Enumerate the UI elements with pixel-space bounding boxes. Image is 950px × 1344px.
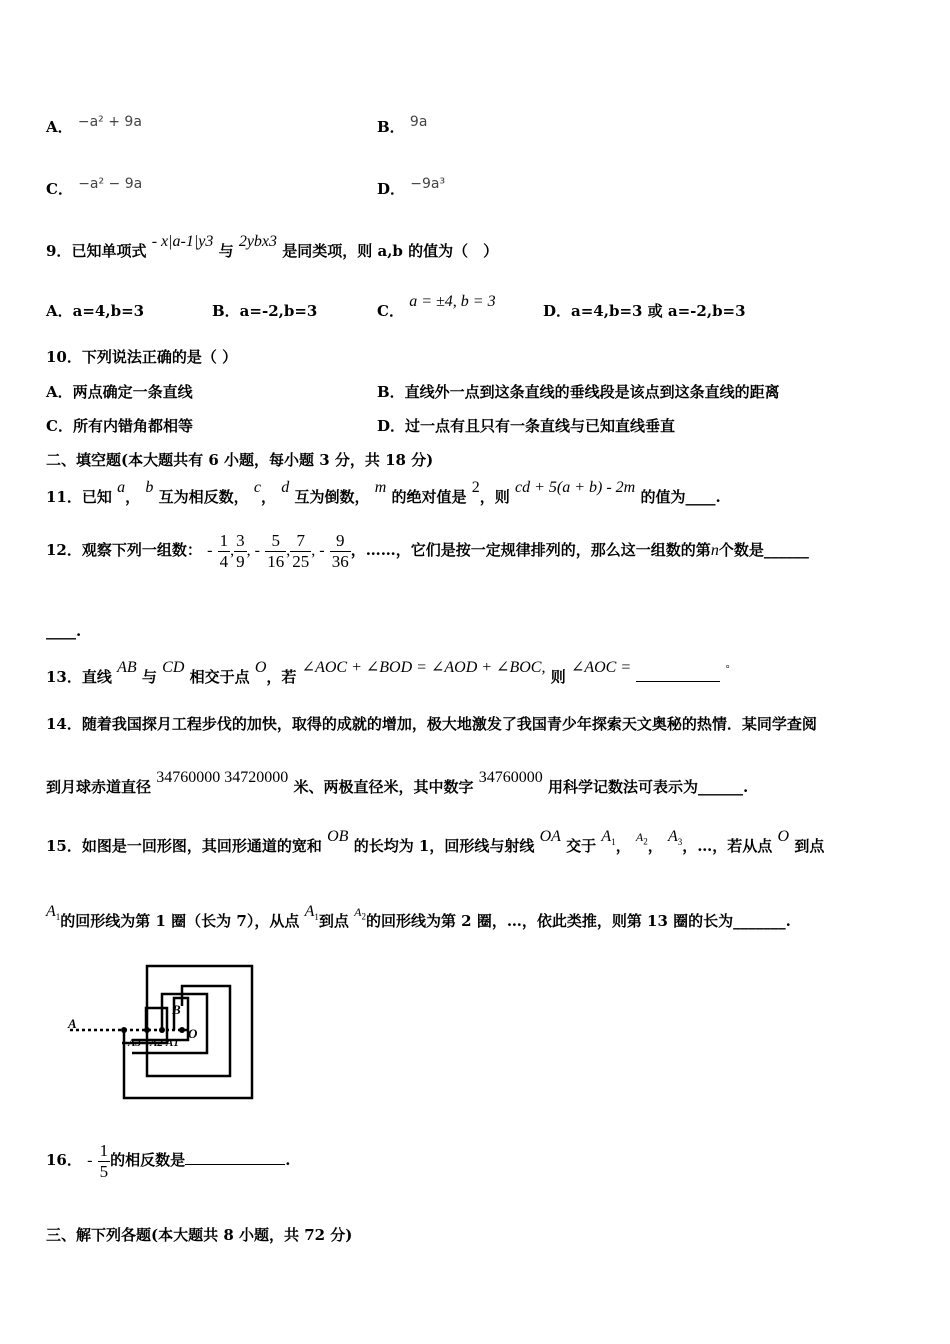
question-text: 米、两极直径米，其中数字 bbox=[293, 778, 474, 796]
point-subscript: 1 bbox=[55, 912, 61, 923]
point-dot bbox=[159, 1027, 165, 1033]
point-letter: A bbox=[354, 905, 362, 919]
question-text: 的回形线为第 1 圈（长为 7），从点 bbox=[60, 912, 300, 930]
question-9 bbox=[46, 233, 499, 261]
question-text: 互为相反数， bbox=[158, 488, 249, 506]
fraction-2 bbox=[234, 531, 247, 572]
option-label: C． bbox=[46, 180, 73, 198]
number-two: 2 bbox=[471, 479, 480, 496]
comma: , - bbox=[246, 542, 260, 559]
question-number: 16． bbox=[46, 1151, 82, 1169]
question-text: 到点 bbox=[794, 837, 825, 855]
comma: , - bbox=[311, 542, 325, 559]
q10-option-d: D．过一点有且只有一条直线与已知直线垂直 bbox=[377, 417, 676, 435]
label-b: B bbox=[172, 1002, 181, 1017]
point-subscript: 2 bbox=[361, 911, 366, 922]
question-10: 10．下列说法正确的是（ ） bbox=[46, 348, 238, 366]
option-label: A． bbox=[46, 118, 73, 136]
segment-ob: OB bbox=[327, 828, 349, 845]
denominator: 25 bbox=[292, 551, 310, 571]
question-text: ，若 bbox=[266, 668, 297, 686]
option-expression: −9a³ bbox=[410, 176, 446, 192]
question-14-line-1: 14．随着我国探月工程步伐的加快，取得的成就的增加，极大地激发了我国青少年探索天文奥秘的热情．某同学查阅 bbox=[46, 715, 817, 733]
label-o: O bbox=[188, 1026, 198, 1041]
point-o: O bbox=[777, 828, 790, 845]
numerator: 9 bbox=[330, 531, 351, 552]
question-15-line-2 bbox=[46, 903, 791, 932]
question-text: 13．直线 bbox=[46, 668, 112, 686]
question-text: 11．已知 bbox=[46, 488, 112, 506]
fraction bbox=[98, 1141, 111, 1182]
question-12 bbox=[46, 530, 809, 572]
numerator: 3 bbox=[236, 530, 245, 550]
question-text: 15．如图是一回形图，其回形通道的宽和 bbox=[46, 837, 322, 855]
question-text: 已知单项式 bbox=[71, 242, 147, 260]
q9-option-a: A．a=4,b=3 bbox=[46, 302, 145, 320]
line-cd: CD bbox=[162, 659, 185, 676]
point-dot bbox=[121, 1027, 127, 1033]
line-ab: AB bbox=[117, 659, 137, 676]
spiral-figure bbox=[62, 958, 262, 1108]
question-text: 是同类项，则 a,b 的值为（ ） bbox=[282, 242, 499, 260]
comma: , bbox=[286, 542, 291, 559]
fraction-3 bbox=[265, 531, 286, 572]
option-label: B． bbox=[377, 118, 405, 136]
question-16 bbox=[46, 1140, 290, 1182]
question-text: 互为倒数， bbox=[294, 488, 370, 506]
question-text: 的相反数是 bbox=[110, 1151, 186, 1169]
question-text: 到点 bbox=[318, 912, 349, 930]
q8-option-b bbox=[377, 116, 427, 137]
point-subscript: 2 bbox=[643, 836, 648, 847]
option-label: C． bbox=[377, 302, 404, 320]
point-subscript: 3 bbox=[677, 837, 683, 848]
angle-equation: ∠AOC + ∠BOD = ∠AOD + ∠BOC, bbox=[301, 659, 546, 676]
point-a3 bbox=[668, 828, 683, 848]
answer-blank[interactable] bbox=[185, 1150, 285, 1165]
numerator: 7 bbox=[290, 531, 311, 552]
question-14-line-2 bbox=[46, 769, 749, 797]
minus-sign: - bbox=[87, 1152, 93, 1169]
numerator: 5 bbox=[265, 531, 286, 552]
denominator: 5 bbox=[99, 1161, 109, 1181]
question-text: 的长均为 1，回形线与射线 bbox=[353, 837, 535, 855]
question-text: 12．观察下列一组数： bbox=[46, 541, 202, 559]
minus-sign: - bbox=[207, 542, 213, 559]
question-text: ，……，它们是按一定规律排列的，那么这一组数的第 bbox=[350, 541, 711, 559]
question-number: 9． bbox=[46, 242, 72, 260]
question-text: ，…，若从点 bbox=[682, 837, 773, 855]
point-a1 bbox=[304, 903, 319, 923]
question-text: 个数是______ bbox=[718, 541, 809, 559]
angle-aoc: ∠AOC = bbox=[570, 659, 632, 676]
q8-option-c bbox=[46, 178, 142, 199]
numerator: 1 bbox=[219, 530, 229, 550]
question-text: 用科学记数法可表示为______. bbox=[547, 778, 749, 796]
label-a3: A3 bbox=[128, 1037, 141, 1049]
denominator: 36 bbox=[331, 551, 349, 571]
answer-blank-continued: ____. bbox=[46, 622, 82, 640]
label-a1: A1 bbox=[166, 1037, 179, 1049]
q9-option-d: D．a=4,b=3 或 a=-2,b=3 bbox=[543, 302, 746, 320]
point-letter: A bbox=[635, 830, 644, 844]
point-subscript: 1 bbox=[314, 912, 319, 923]
number-diameters: 34760000 34720000 bbox=[156, 769, 289, 786]
fraction-1 bbox=[218, 531, 231, 572]
var-a: a bbox=[117, 479, 126, 496]
q9-option-b: B．a=-2,b=3 bbox=[212, 302, 318, 320]
point-letter: A bbox=[668, 828, 678, 845]
point-letter: A bbox=[46, 903, 56, 920]
point-o: O bbox=[254, 659, 267, 676]
point-letter: A bbox=[304, 903, 315, 920]
option-expression: a = ±4, b = 3 bbox=[409, 293, 496, 310]
separator: ， bbox=[125, 488, 141, 506]
question-text: 则 bbox=[550, 668, 566, 686]
point-a1 bbox=[601, 828, 616, 848]
point-dot bbox=[179, 1027, 185, 1033]
monomial-2: 2ybx3 bbox=[238, 233, 278, 250]
point-a1 bbox=[46, 903, 61, 923]
point-a2 bbox=[354, 905, 366, 922]
option-expression: −a² − 9a bbox=[78, 176, 143, 192]
monomial-1: - x|a-1|y3 bbox=[151, 233, 214, 250]
question-text: ，则 bbox=[479, 488, 510, 506]
question-13 bbox=[46, 659, 730, 687]
var-d: d bbox=[281, 479, 290, 496]
label-a: A bbox=[68, 1016, 77, 1031]
section-heading-3: 三、解下列各题(本大题共 8 小题，共 72 分) bbox=[46, 1226, 353, 1244]
point-letter: A bbox=[601, 828, 612, 845]
fraction-5 bbox=[330, 531, 351, 572]
point-dot bbox=[144, 1027, 150, 1033]
comma: , bbox=[230, 542, 235, 559]
q10-option-b: B．直线外一点到这条直线的垂线段是该点到这条直线的距离 bbox=[377, 383, 780, 401]
point-a2 bbox=[635, 830, 648, 847]
numerator: 1 bbox=[99, 1140, 109, 1160]
q8-option-a bbox=[46, 116, 142, 137]
expression: cd + 5(a + b) - 2m bbox=[514, 479, 636, 496]
answer-blank[interactable] bbox=[636, 667, 720, 682]
option-expression: 9a bbox=[409, 114, 428, 130]
var-n: n bbox=[710, 542, 719, 559]
question-text: 交于 bbox=[566, 837, 597, 855]
var-m: m bbox=[374, 479, 387, 496]
var-c: c bbox=[253, 479, 261, 496]
ray-oa: OA bbox=[539, 828, 561, 845]
q10-option-a: A．两点确定一条直线 bbox=[46, 383, 193, 401]
q8-option-d bbox=[377, 178, 445, 199]
denominator: 4 bbox=[219, 551, 229, 571]
degree-sign: ° bbox=[725, 664, 730, 675]
var-b: b bbox=[145, 479, 154, 496]
section-heading-2: 二、填空题(本大题共有 6 小题，每小题 3 分，共 18 分) bbox=[46, 451, 434, 469]
question-text: 相交于点 bbox=[189, 668, 250, 686]
fraction-4 bbox=[290, 531, 311, 572]
question-text: 的值为____. bbox=[640, 488, 721, 506]
question-11 bbox=[46, 479, 721, 507]
question-text: 到月球赤道直径 bbox=[46, 778, 152, 796]
question-text: 与 bbox=[141, 668, 157, 686]
option-expression: −a² + 9a bbox=[77, 114, 142, 130]
question-text: 的回形线为第 2 圈，…，依此类推，则第 13 圈的长为_______. bbox=[365, 912, 791, 930]
q10-option-c: C．所有内错角都相等 bbox=[46, 417, 193, 435]
question-15-line-1: 15．如图是一回形图，其回形通道的宽和 OB 的长均为 1，回形线与射线 OA 交于 $A_1$， $^{A_2}$， $A_3$，…，若从点 O 到点 bbox=[46, 828, 825, 855]
period: . bbox=[285, 1151, 291, 1169]
q9-option-c bbox=[377, 293, 496, 321]
point-subscript: 1 bbox=[611, 837, 616, 848]
label-a2: A2 bbox=[150, 1037, 163, 1049]
question-text: 与 bbox=[218, 242, 234, 260]
number-equator: 34760000 bbox=[478, 769, 543, 786]
separator: ， bbox=[260, 488, 276, 506]
question-text: 的绝对值是 bbox=[391, 488, 467, 506]
option-label: D． bbox=[377, 180, 406, 198]
denominator: 16 bbox=[267, 551, 285, 571]
denominator: 9 bbox=[236, 551, 245, 571]
